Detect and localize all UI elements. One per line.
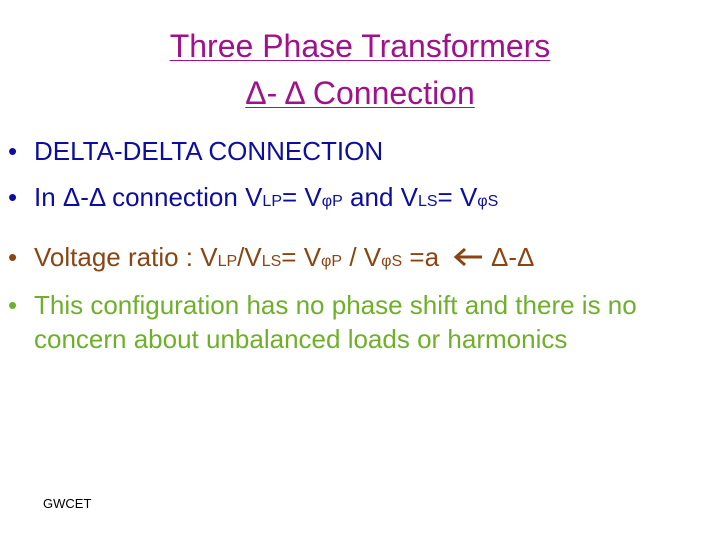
text-run: = V xyxy=(281,242,322,272)
slide-title-line-2: Δ- Δ Connection xyxy=(245,75,475,111)
text-run: =a xyxy=(402,242,440,272)
text-run: /V xyxy=(237,242,262,272)
bullet-dot: • xyxy=(8,182,18,212)
bullet-dot: • xyxy=(8,136,18,166)
text-run: and V xyxy=(342,182,418,212)
left-arrow-icon xyxy=(453,247,483,267)
text-run: Voltage ratio : V xyxy=(34,242,218,272)
text-run: / V xyxy=(342,242,382,272)
subscript: LS xyxy=(261,253,282,270)
subscript: φS xyxy=(381,253,403,270)
subscript: φS xyxy=(477,193,499,210)
subscript: φP xyxy=(321,253,343,270)
text-run: Δ-Δ xyxy=(491,242,535,272)
bullet-dot: • xyxy=(8,242,18,272)
bullet-text: This configuration has no phase shift and there is no concern about unbalanced loads or harmonics xyxy=(34,290,637,354)
left-arrow-svg xyxy=(453,247,483,267)
bullet-dot: • xyxy=(8,290,18,320)
subscript: LS xyxy=(417,193,438,210)
footer-label: GWCET xyxy=(43,496,92,511)
bullet-text xyxy=(34,182,498,212)
subscript: φP xyxy=(321,193,343,210)
slide-title-line-1: Three Phase Transformers xyxy=(169,28,551,64)
subscript: LP xyxy=(262,193,282,210)
bullet-text xyxy=(34,242,534,272)
bullet-text: DELTA-DELTA CONNECTION xyxy=(34,136,384,166)
subscript: LP xyxy=(217,253,238,270)
text-run: = V xyxy=(282,182,322,212)
text-run: In Δ-Δ connection V xyxy=(34,182,263,212)
text-run: = V xyxy=(437,182,478,212)
